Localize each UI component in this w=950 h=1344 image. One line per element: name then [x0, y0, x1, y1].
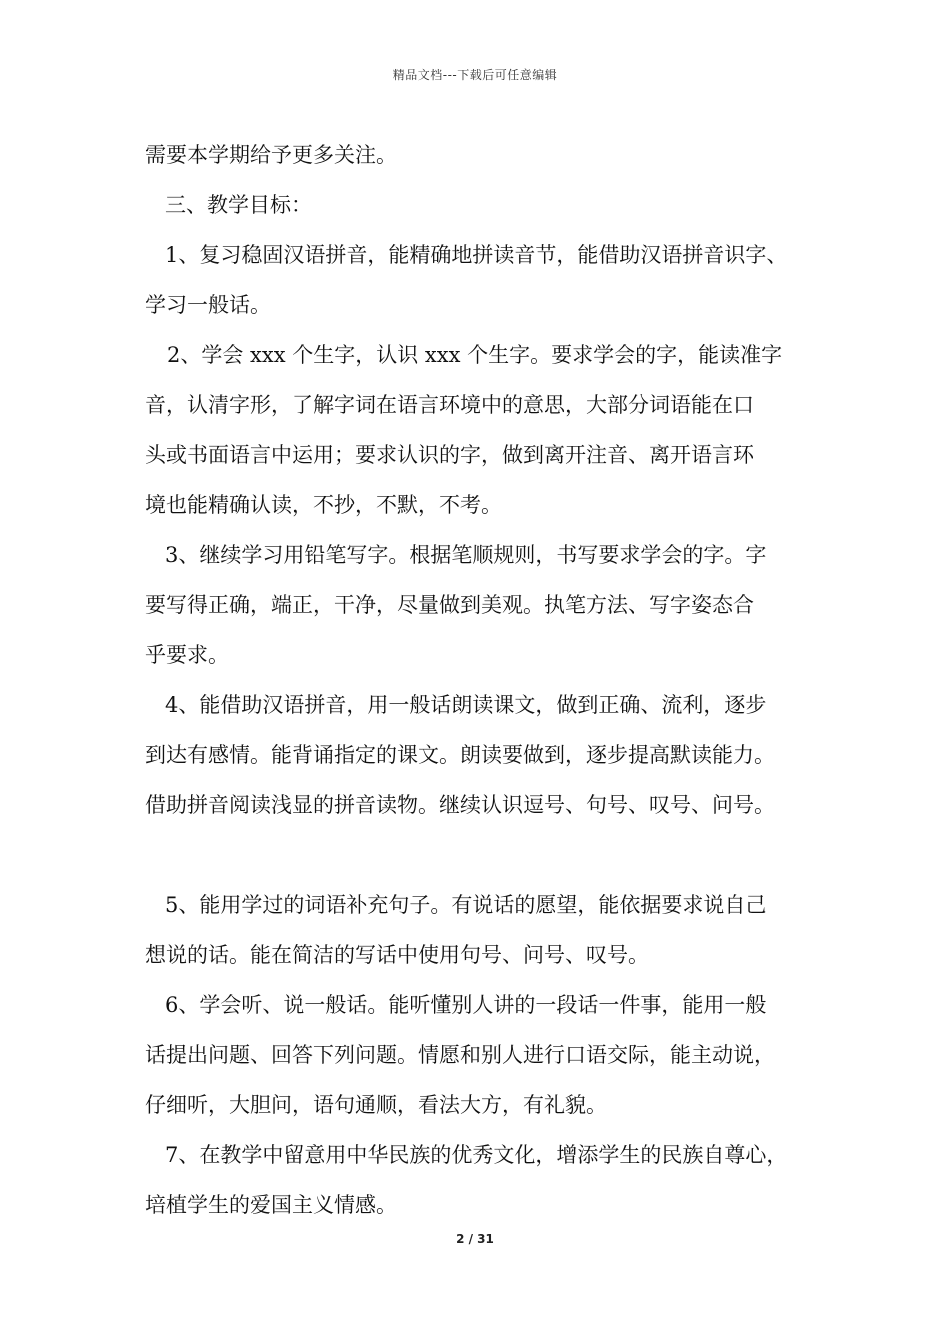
goal-5-line: 想说的话。能在简洁的写话中使用句号、问号、叹号。	[145, 943, 649, 967]
goal-6-line: 6、学会听、说一般话。能听懂别人讲的一段话一件事，能用一般	[165, 993, 767, 1017]
goal-2-line: 2、学会 xxx 个生字，认识 xxx 个生字。要求学会的字，能读准字	[167, 343, 783, 367]
goal-4-line: 借助拼音阅读浅显的拼音读物。继续认识逗号、句号、叹号、问号。	[145, 793, 775, 817]
goal-1-line: 学习一般话。	[145, 293, 271, 317]
goal-7-line: 培植学生的爱国主义情感。	[145, 1193, 397, 1217]
goal-2-line: 音，认清字形，了解字词在语言环境中的意思，大部分词语能在口	[145, 393, 754, 417]
goal-6-line: 话提出问题、回答下列问题。情愿和别人进行口语交际，能主动说，	[145, 1043, 775, 1067]
page-number: 2 / 31	[456, 1232, 494, 1246]
paragraph-line: 需要本学期给予更多关注。	[145, 143, 397, 167]
goal-3-line: 3、继续学习用铅笔写字。根据笔顺规则，书写要求学会的字。字	[165, 543, 767, 567]
section-heading: 三、教学目标：	[165, 193, 312, 217]
paragraph-spacer	[145, 830, 825, 880]
goal-7-line: 7、在教学中留意用中华民族的优秀文化，增添学生的民族自尊心，	[165, 1143, 788, 1167]
goal-2-line: 境也能精确认读，不抄，不默，不考。	[145, 493, 502, 517]
goal-4-line: 4、能借助汉语拼音，用一般话朗读课文，做到正确、流利，逐步	[165, 693, 767, 717]
goal-6-line: 仔细听，大胆问，语句通顺，看法大方，有礼貌。	[145, 1093, 607, 1117]
goal-1-line: 1、复习稳固汉语拼音，能精确地拼读音节，能借助汉语拼音识字、	[165, 243, 788, 267]
page-header: 精品文档---下载后可任意编辑	[392, 68, 558, 82]
goal-5-line: 5、能用学过的词语补充句子。有说话的愿望，能依据要求说自己	[165, 893, 767, 917]
goal-3-line: 乎要求。	[145, 643, 229, 667]
goal-2-line: 头或书面语言中运用；要求认识的字，做到离开注音、离开语言环	[145, 443, 754, 467]
goal-4-line: 到达有感情。能背诵指定的课文。朗读要做到，逐步提高默读能力。	[145, 743, 775, 767]
document-body	[145, 130, 825, 1230]
goal-3-line: 要写得正确，端正，干净，尽量做到美观。执笔方法、写字姿态合	[145, 593, 754, 617]
